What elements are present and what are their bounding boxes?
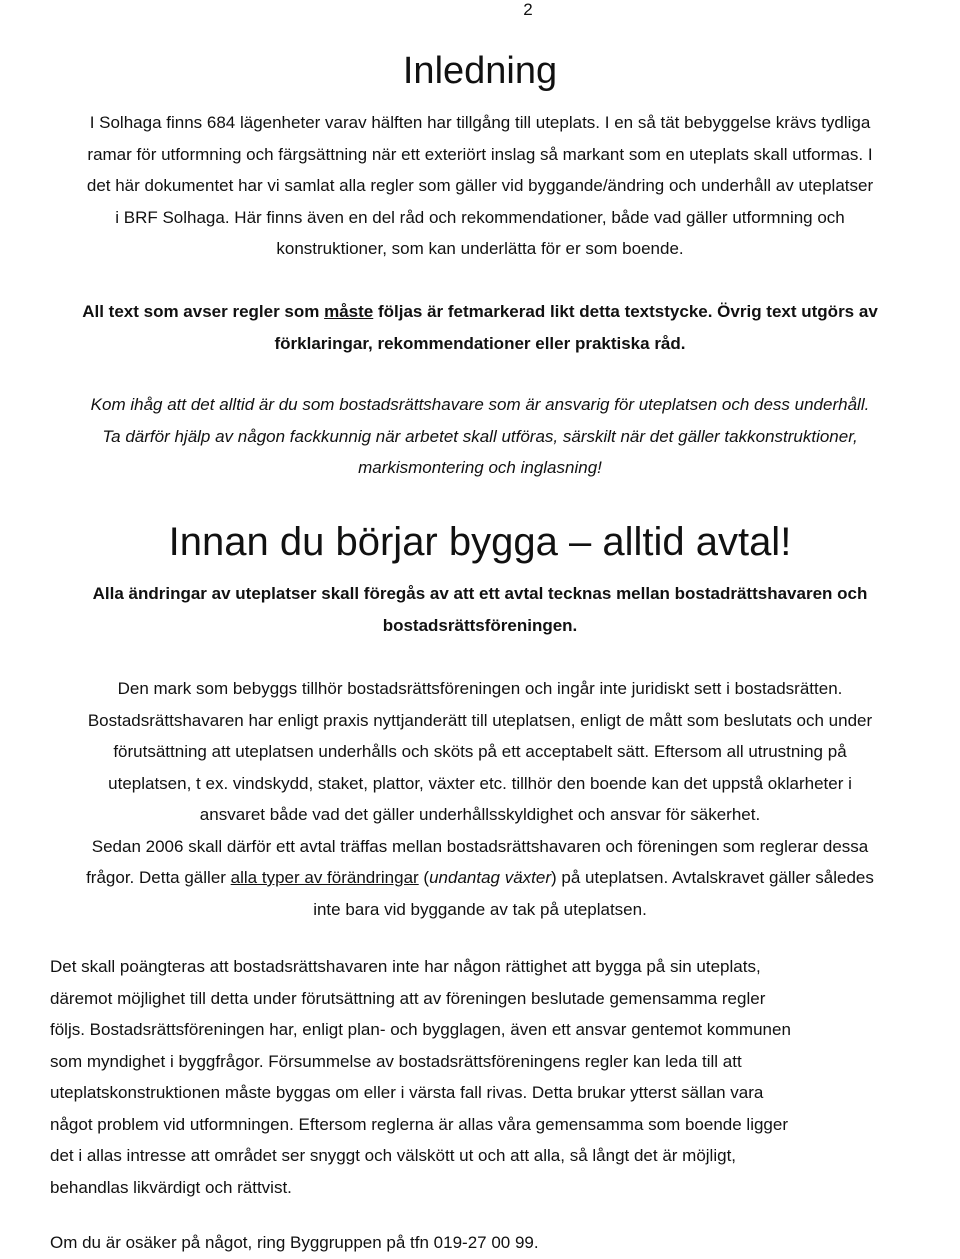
intro-paragraph bbox=[0, 107, 960, 265]
intro-line: ramar för utformning och färgsättning när ett exteriört inslag så markant som en uteplats skall utformas. I bbox=[87, 144, 873, 164]
emphasis-line: som myndighet i byggfrågor. Försummelse av bostadsrättsföreningens regler kan leda till att bbox=[50, 1051, 742, 1071]
agreement-body-line: ansvaret både vad det gäller underhållsskyldighet och ansvar för säkerhet. bbox=[199, 805, 761, 824]
agreement-body-line: uteplatsen, t ex. vindskydd, staket, plattor, växter etc. tillhör den boende kan det uppstå oklarheter i bbox=[108, 773, 852, 793]
agreement-lead-line: Alla ändringar av uteplatser skall föregås av att ett avtal tecknas mellan bostadrättshavaren och bbox=[92, 584, 868, 603]
emphasis-line: uteplatskonstruktionen måste byggas om eller i värsta fall rivas. Detta brukar ytterst sällan vara bbox=[50, 1083, 764, 1102]
rules-note-underlined: måste bbox=[324, 302, 374, 321]
rules-note-line bbox=[0, 296, 960, 328]
page-number: 2 bbox=[523, 0, 533, 19]
rules-note-paragraph bbox=[0, 296, 960, 359]
scope-text: frågor. Detta gäller bbox=[86, 868, 231, 887]
agreement-scope-line bbox=[0, 862, 960, 894]
scope-text: ) på uteplatsen. Avtalskravet gäller således bbox=[551, 868, 874, 887]
scope-text: ( bbox=[418, 868, 430, 887]
intro-line: i BRF Solhaga. Här finns även en del råd och rekommendationer, både vad gäller utformning och bbox=[115, 207, 845, 227]
intro-line: konstruktioner, som kan underlätta för er som boende. bbox=[276, 239, 684, 258]
emphasis-line: det i allas intresse att området ser snyggt och välskött ut och att alla, så långt det är möjligt, bbox=[50, 1146, 737, 1165]
rules-note-line: förklaringar, rekommendationer eller praktiska råd. bbox=[274, 333, 686, 353]
rules-note-text: följas är fetmarkerad likt detta textstycke. Övrig text utgörs av bbox=[373, 302, 878, 321]
agreement-scope-line: inte bara vid byggande av tak på uteplatsen. bbox=[313, 899, 647, 919]
intro-line: I Solhaga finns 684 lägenheter varav hälften har tillgång till uteplats. I en så tät bebyggelse krävs tydliga bbox=[89, 113, 871, 132]
agreement-body-line: förutsättning att uteplatsen underhålls och sköts på ett acceptabelt sätt. Eftersom all utrustning på bbox=[113, 742, 847, 761]
reminder-paragraph bbox=[0, 389, 960, 484]
emphasis-line: behandlas likvärdigt och rättvist. bbox=[50, 1177, 292, 1197]
emphasis-line: däremot möjlighet till detta under förutsättning att av föreningen beslutade gemensamma regler bbox=[50, 988, 766, 1008]
emphasis-line: något problem vid utformningen. Eftersom reglerna är allas våra gemensamma som boende ligger bbox=[50, 1114, 788, 1134]
reminder-line: Kom ihåg att det alltid är du som bostadsrättshavare som är ansvarig för uteplatsen och dess underhåll. bbox=[90, 395, 870, 414]
scope-italic: undantag växter bbox=[429, 868, 552, 887]
emphasis-paragraph bbox=[50, 951, 940, 1203]
agreement-body-line: Den mark som bebyggs tillhör bostadsrättsföreningen och ingår inte juridiskt sett i bostadsrätten. bbox=[117, 679, 843, 698]
rules-note-text: All text som avser regler som bbox=[82, 302, 325, 321]
agreement-lead-paragraph bbox=[0, 578, 960, 641]
agreement-body-paragraph bbox=[0, 673, 960, 925]
contact-line: Om du är osäker på något, ring Byggruppen på tfn 019-27 00 99. bbox=[50, 1233, 539, 1252]
section-title-inledning: Inledning bbox=[402, 50, 558, 92]
intro-line: det här dokumentet har vi samlat alla regler som gäller vid byggande/ändring och underhåll av uteplatser bbox=[86, 176, 874, 195]
reminder-line: markismontering och inglasning! bbox=[358, 458, 602, 477]
emphasis-line: Det skall poängteras att bostadsrättshavaren inte har någon rättighet att bygga på sin uteplats, bbox=[50, 957, 761, 976]
agreement-body-line: Sedan 2006 skall därför ett avtal träffas mellan bostadsrättshavaren och föreningen som reglerar dessa bbox=[91, 836, 869, 856]
reminder-line: Ta därför hjälp av någon fackkunnig när arbetet skall utföras, särskilt när det gäller takkonstruktioner, bbox=[102, 426, 858, 446]
scope-underlined: alla typer av förändringar bbox=[230, 868, 419, 887]
section-title-avtal: Innan du börjar bygga – alltid avtal! bbox=[168, 520, 792, 564]
agreement-lead-line: bostadsrättsföreningen. bbox=[382, 615, 578, 635]
emphasis-line: följs. Bostadsrättsföreningen har, enligt plan- och bygglagen, även ett ansvar gentemot kommunen bbox=[50, 1020, 791, 1039]
agreement-body-line: Bostadsrättshavaren har enligt praxis nyttjanderätt till uteplatsen, enligt de mått som beslutats och under bbox=[87, 710, 873, 730]
